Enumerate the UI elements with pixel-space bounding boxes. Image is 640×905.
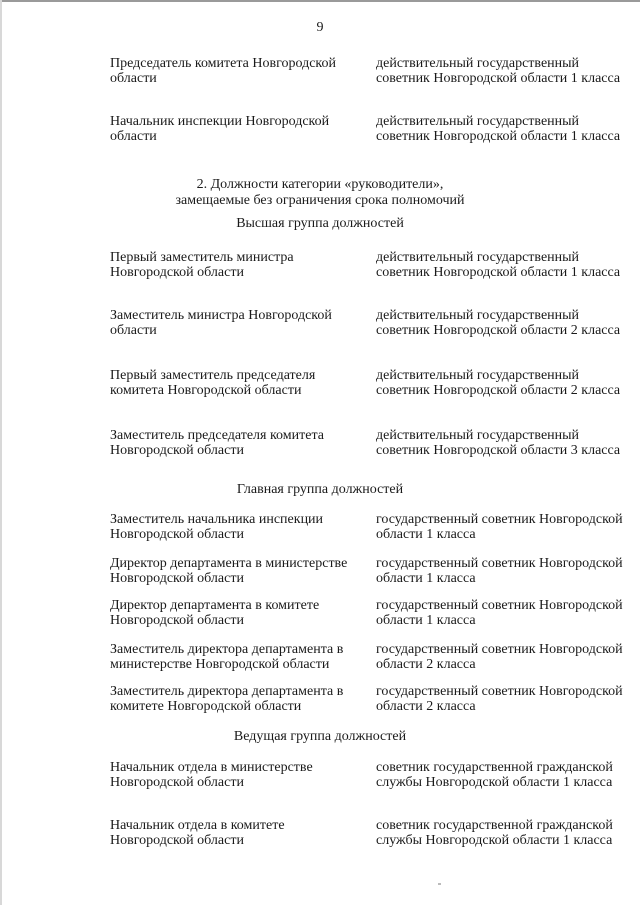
group-heading-main: Главная группа должностей [236,482,404,497]
position-title: Заместитель председателя комитета Новгородской области [110,428,324,458]
position-title: Первый заместитель министра Новгородской области [110,250,294,280]
position-title: Заместитель директора департамента в министерстве Новгородской области [110,642,344,672]
left-edge-shadow [0,0,2,905]
class-rank: действительный государственный советник Новгородской области 3 класса [376,428,621,458]
section-title-line-1: 2. Должности категории «руководители», [196,177,444,192]
position-title: Первый заместитель председателя комитета Новгородской области [110,368,316,398]
class-rank: действительный государственный советник Новгородской области 2 класса [376,308,621,338]
class-rank: советник государственной гражданской службы Новгородской области 1 класса [376,818,613,848]
class-rank: действительный государственный советник Новгородской области 1 класса [376,250,621,280]
class-rank: действительный государственный советник Новгородской области 2 класса [376,368,621,398]
position-title: Заместитель министра Новгородской области [110,308,332,338]
class-rank: действительный государственный советник Новгородской области 1 класса [376,114,621,144]
position-title: Директор департамента в комитете Новгородской области [110,598,320,628]
position-title: Начальник инспекции Новгородской области [110,114,330,144]
position-title: Директор департамента в министерстве Новгородской области [110,556,348,586]
class-rank: действительный государственный советник Новгородской области 1 класса [376,56,621,86]
position-title: Заместитель директора департамента в комитете Новгородской области [110,684,344,714]
class-rank: государственный советник Новгородской области 1 класса [376,598,623,628]
group-heading-higher: Высшая группа должностей [236,216,404,231]
group-heading-leading: Ведущая группа должностей [233,729,407,744]
class-rank: государственный советник Новгородской области 2 класса [376,684,623,714]
position-title: Заместитель начальника инспекции Новгородской области [110,512,324,542]
scan-speck [438,883,441,885]
position-title: Начальник отдела в комитете Новгородской области [110,818,285,848]
position-title: Начальник отдела в министерстве Новгородской области [110,760,313,790]
top-edge-line [0,0,640,2]
class-rank: государственный советник Новгородской области 1 класса [376,556,623,586]
class-rank: государственный советник Новгородской области 1 класса [376,512,623,542]
class-rank: советник государственной гражданской службы Новгородской области 1 класса [376,760,613,790]
position-title: Председатель комитета Новгородской области [110,56,336,86]
section-title-line-2: замещаемые без ограничения срока полномочий [175,193,465,208]
page-number: 9 [316,20,324,35]
class-rank: государственный советник Новгородской области 2 класса [376,642,623,672]
